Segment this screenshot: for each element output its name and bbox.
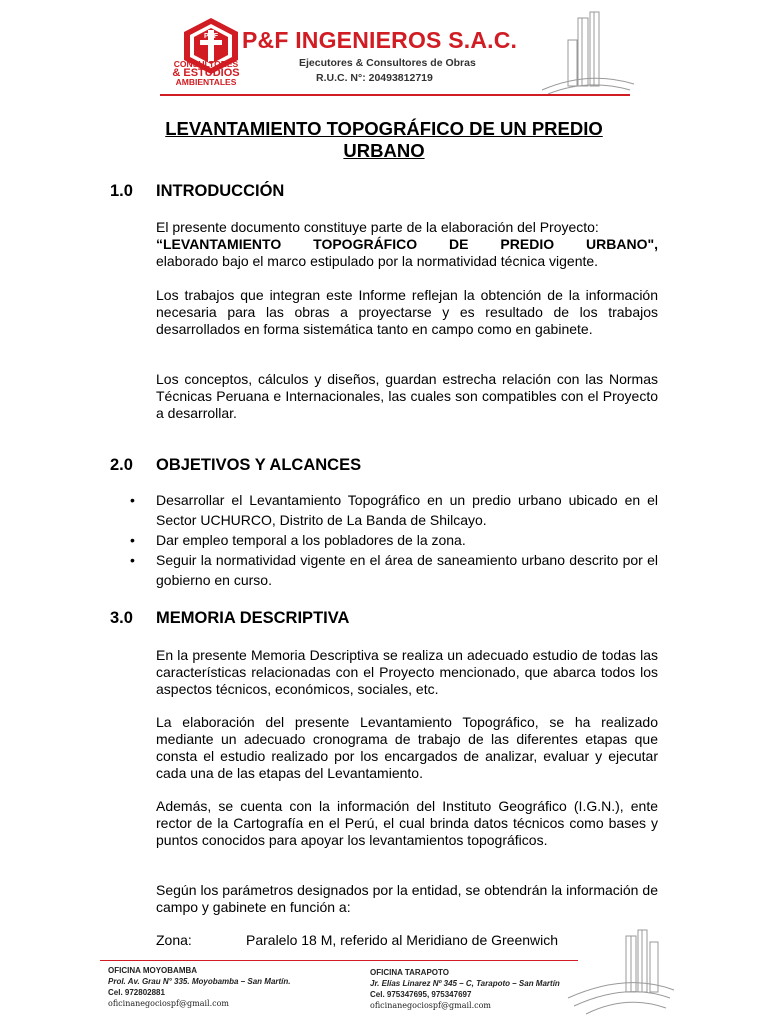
section-2-number: 2.0: [110, 456, 133, 474]
logo-caption-line1: CONSULTORES: [173, 59, 239, 69]
office-phone: Cel. 975347695, 975347697: [370, 990, 472, 999]
document-title-line2: URBANO: [343, 140, 425, 161]
footer-office-tarapoto: [370, 967, 560, 1011]
list-item: • Seguir la normatividad vigente en el área de saneamiento urbano descrito por el gobierno en curso.: [128, 550, 658, 590]
section-3-number: 3.0: [110, 609, 133, 627]
section-1-p1-project-name: “LEVANTAMIENTO TOPOGRÁFICO DE PREDIO URBANO",: [156, 236, 658, 252]
office-address: Prol. Av. Grau N° 335. Moyobamba – San Martín.: [108, 977, 291, 986]
logo-caption-line2: & ESTUDIOS: [172, 67, 240, 79]
logo-caption: [170, 60, 242, 87]
logo-caption-line3: AMBIENTALES: [175, 77, 237, 87]
zona-label: Zona:: [156, 932, 192, 948]
office-title: OFICINA MOYOBAMBA: [108, 966, 198, 975]
footer-office-moyobamba: [108, 965, 291, 1009]
logo-emblem-text: P&F: [204, 33, 218, 40]
list-item: • Dar empleo temporal a los pobladores de la zona.: [128, 530, 658, 550]
section-1-p1-line-c: elaborado bajo el marco estipulado por la normatividad técnica vigente.: [156, 253, 599, 269]
section-1-number: 1.0: [110, 182, 133, 200]
document-title: [110, 118, 658, 162]
section-3-paragraph-2: La elaboración del presente Levantamiento Topográfico, se ha realizado mediante un adecuado cronograma de trabajo de las diferentes etapas que consta el estudio realizado por los encargados de analizar, evaluar y ejecutar cada una de las etapas del Levantamiento.: [156, 714, 658, 781]
office-email: oficinanegociospf@gmail.com: [108, 999, 229, 1008]
objectives-list: [128, 490, 658, 590]
section-1-title: INTRODUCCIÓN: [156, 182, 285, 200]
header-rule: [160, 94, 630, 96]
company-tagline: Ejecutores & Consultores de Obras: [299, 57, 476, 69]
section-1-paragraph-2: Los trabajos que integran este Informe reflejan la obtención de la información necesaria para las obras a proyectarse y es resultado de los trabajos desarrollados en forma sistemática tanto en campo como en gabinete.: [156, 287, 658, 337]
building-sketch-icon: [566, 928, 676, 1020]
section-3-title: MEMORIA DESCRIPTIVA: [156, 609, 350, 627]
office-email: oficinanegociospf@gmail.com: [370, 1001, 491, 1010]
section-2-title: OBJETIVOS Y ALCANCES: [156, 456, 362, 474]
section-3-paragraph-3: Además, se cuenta con la información del Instituto Geográfico (I.G.N.), ente rector de la Cartografía en el Perú, el cual brinda datos técnicos como bases y puntos conocidos para apoyar los levantamientos topográficos.: [156, 798, 658, 848]
section-1-p1-line-a: El presente documento constituye parte de la elaboración del Proyecto:: [156, 219, 599, 235]
section-1-paragraph-3: Los conceptos, cálculos y diseños, guardan estrecha relación con las Normas Técnicas Peruana e Internacionales, las cuales son compatibles con el Proyecto a desarrollar.: [156, 371, 658, 421]
document-title-line1: LEVANTAMIENTO TOPOGRÁFICO DE UN PREDIO: [165, 118, 603, 139]
section-3-paragraph-4: Según los parámetros designados por la entidad, se obtendrán la información de campo y gabinete en función a:: [156, 882, 658, 915]
office-title: OFICINA TARAPOTO: [370, 968, 449, 977]
company-name: P&F INGENIEROS S.A.C.: [242, 27, 518, 53]
building-sketch-icon: [538, 10, 638, 96]
list-item: • Desarrollar el Levantamiento Topográfico en un predio urbano ubicado en el Sector UCHURCO, Distrito de La Banda de Shilcayo.: [128, 490, 658, 530]
zona-value: Paralelo 18 M, referido al Meridiano de Greenwich: [246, 932, 559, 948]
footer-rule: [100, 960, 578, 961]
section-3-paragraph-1: En la presente Memoria Descriptiva se realiza un adecuado estudio de todas las características relacionadas con el Proyecto mencionado, que abarca todos los aspectos técnicos, económicos, sociales, etc.: [156, 647, 658, 697]
company-ruc: R.U.C. N°: 20493812719: [316, 72, 433, 84]
section-1-paragraph-1: [156, 219, 658, 270]
office-address: Jr. Elías Linarez Nº 345 – C, Tarapoto – San Martín: [370, 979, 560, 988]
office-phone: Cel. 972802881: [108, 988, 165, 997]
